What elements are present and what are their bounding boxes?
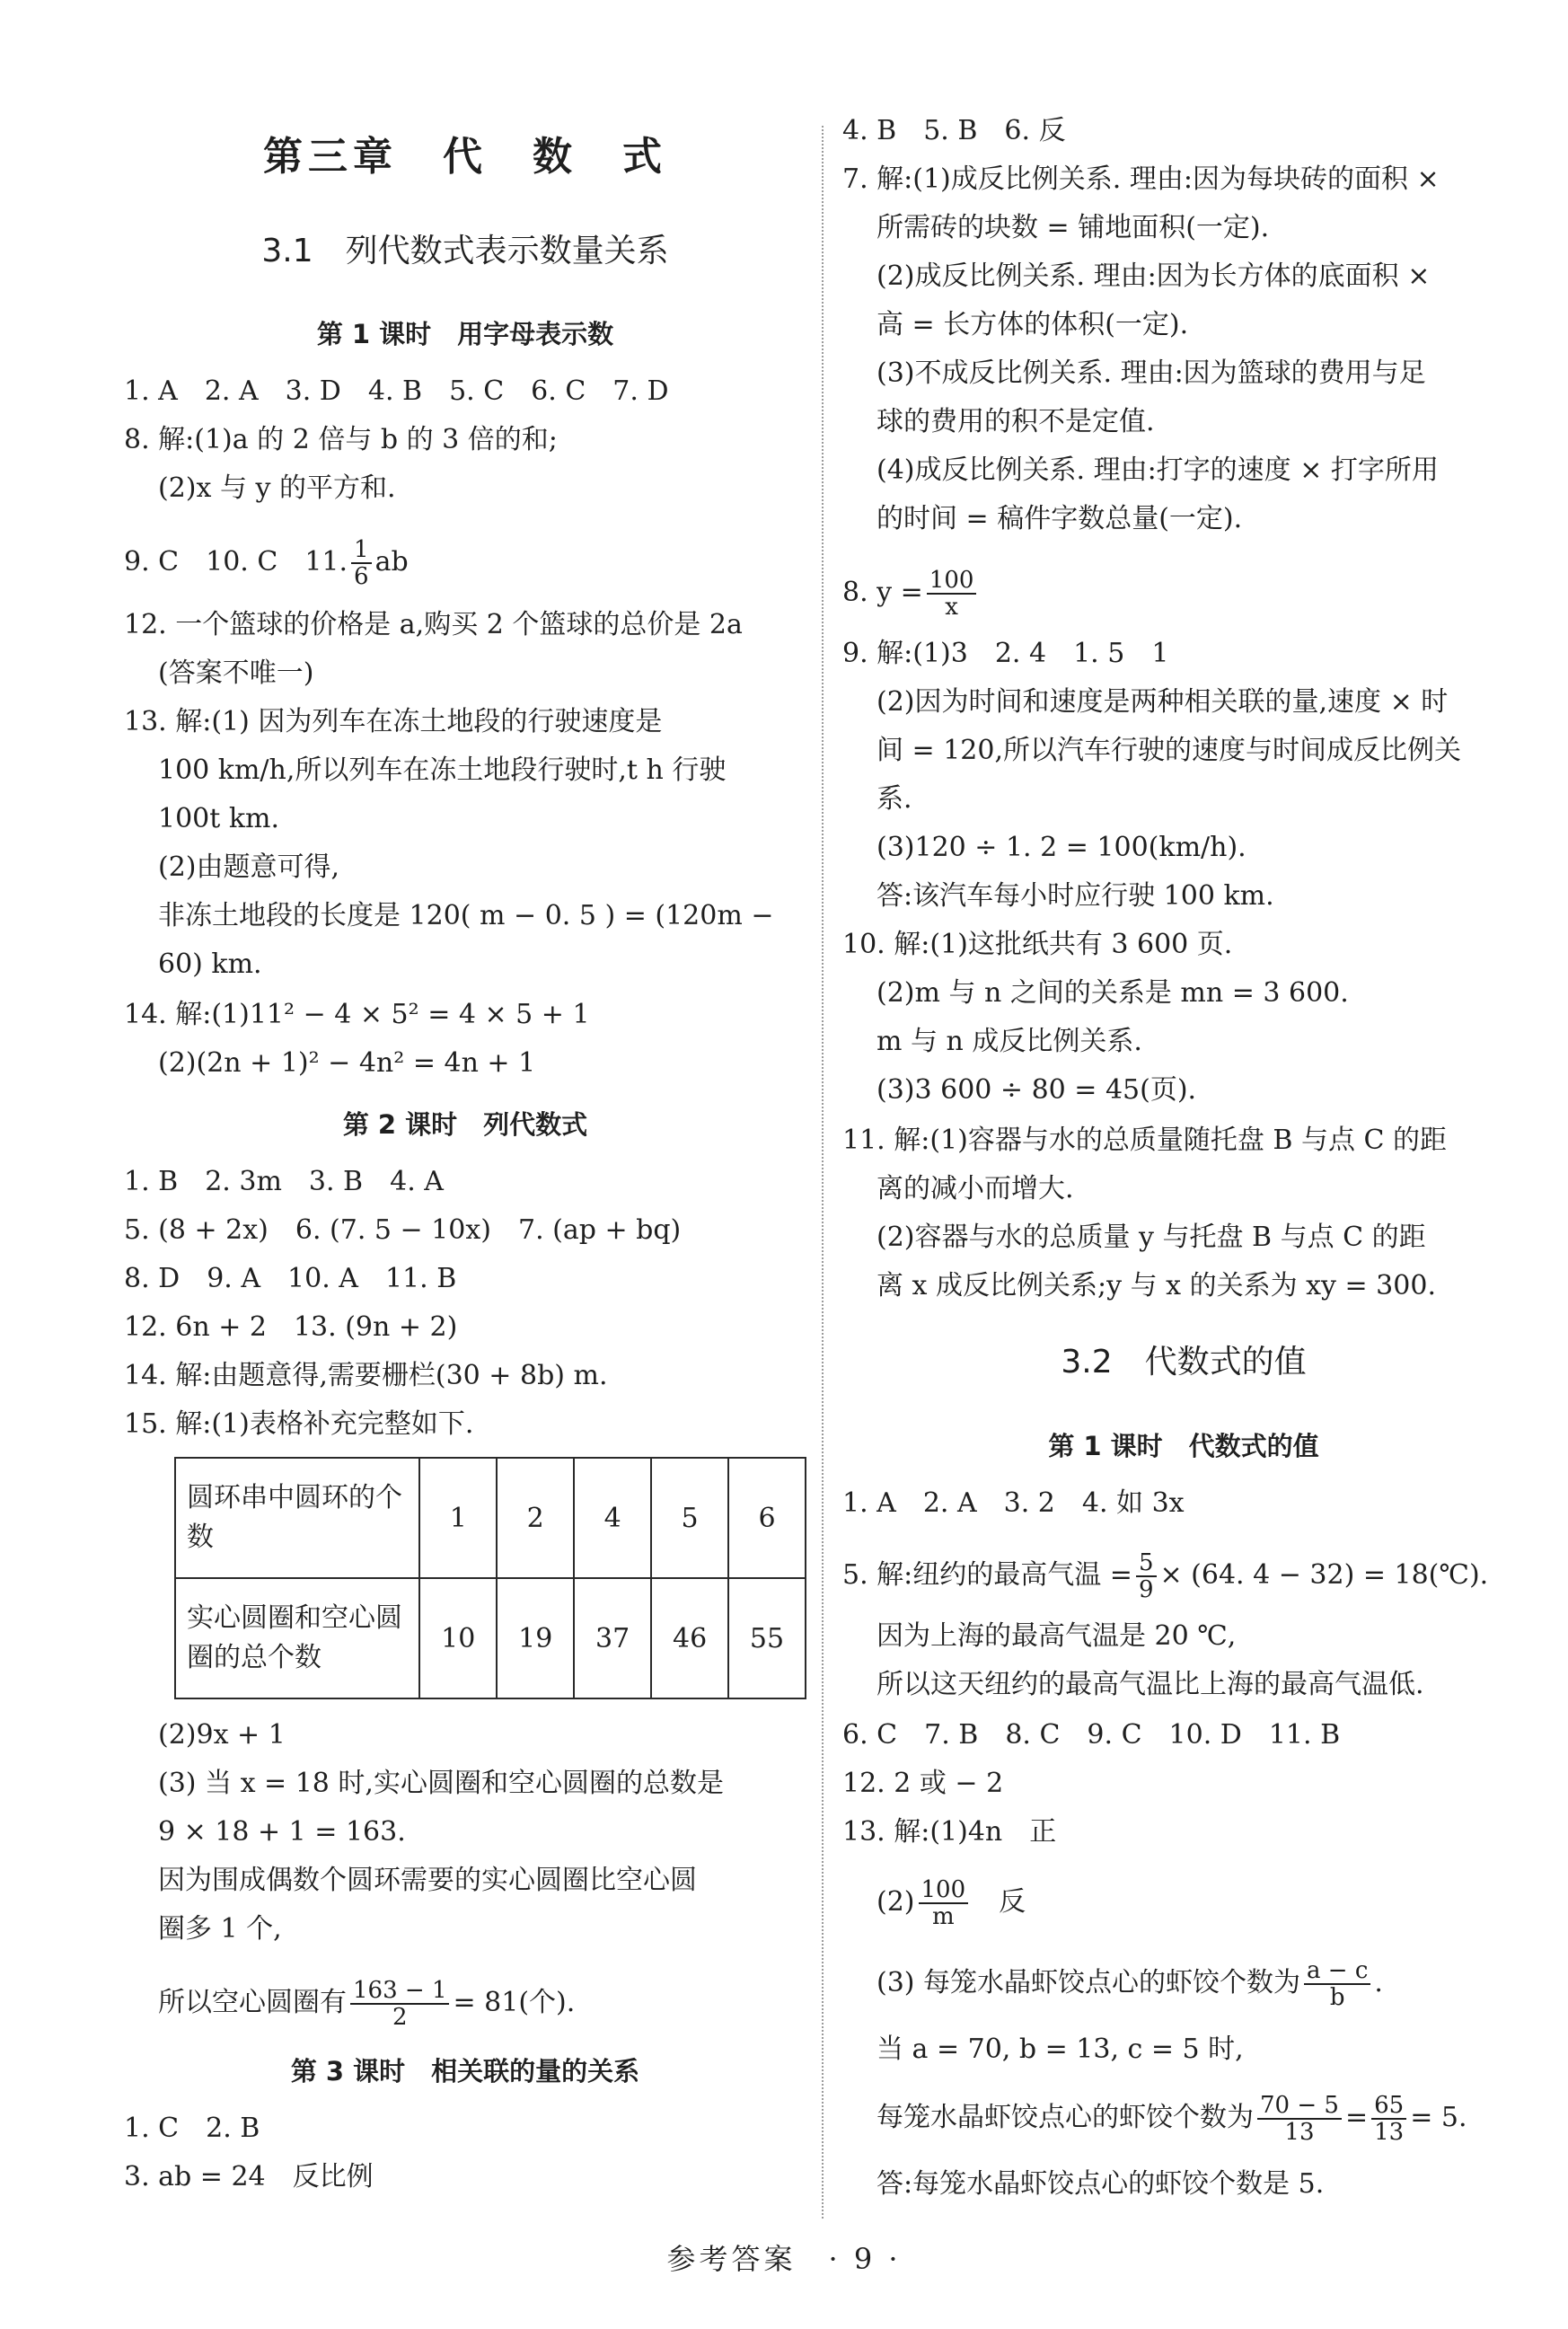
answer-line: 因为围成偶数个圆环需要的实心圆圈比空心圆 (158, 1865, 697, 1896)
answer-line: 每笼水晶虾饺点心的虾饺个数为 $\frac{70 - 5}{13}$ = $\frac{65}{13}$ = 5. (876, 2092, 1467, 2146)
chapter-title: 第三章 代 数 式 (263, 134, 667, 180)
table-cell: 4 (574, 1458, 651, 1578)
fraction: $\frac{100}{m}$ (919, 1877, 969, 1929)
answer-line: (2) $\frac{100}{m}$ 反 (876, 1876, 1026, 1930)
page-footer: 参考答案 · 9 · (666, 2242, 902, 2276)
answer-line: 球的费用的积不是定值. (876, 406, 1155, 437)
answer-line: 离 x 成反比例关系;y 与 x 的关系为 xy = 300. (876, 1270, 1436, 1301)
answer-line: 所以空心圆圈有 $\frac{163 - 1}{2}$ = 81(个). (158, 1977, 576, 2031)
answer-line: 3. ab = 24 反比例 (124, 2161, 374, 2192)
answer-line: (4)成反比例关系. 理由:打字的速度 × 打字所用 (876, 454, 1439, 486)
answer-line: (2)m 与 n 之间的关系是 mn = 3 600. (876, 977, 1349, 1009)
answer-line: (2)9x + 1 (158, 1719, 286, 1751)
answer-line: 12. 2 或 − 2 (842, 1768, 1004, 1799)
answer-line: 的时间 = 稿件字数总量(一定). (876, 503, 1243, 534)
answer-line: 13. 解:(1)4n 正 (842, 1816, 1057, 1848)
lesson-1-title: 第 1 课时 用字母表示数 (316, 319, 614, 349)
fraction: $\frac{65}{13}$ (1371, 2093, 1406, 2145)
answer-line: 1. C 2. B (124, 2113, 260, 2144)
answer-line: 8. 解:(1)a 的 2 倍与 b 的 3 倍的和; (124, 424, 558, 455)
answer-line: 8. y = $\frac{100}{x}$ (842, 568, 980, 620)
answer-line: 间 = 120,所以汽车行驶的速度与时间成反比例关 (876, 735, 1462, 766)
fraction: $\frac{100}{x}$ (927, 568, 977, 620)
table-cell: 37 (574, 1578, 651, 1698)
table-row (175, 1578, 806, 1698)
answer-line: 系. (876, 783, 912, 815)
answer-line: 圈多 1 个, (158, 1913, 282, 1945)
lesson-1-title-3-2: 第 1 课时 代数式的值 (1048, 1431, 1319, 1461)
lesson-2-title: 第 2 课时 列代数式 (342, 1109, 588, 1140)
table-cell: 10 (419, 1578, 497, 1698)
answer-line: 9. C 10. C 11. $\frac{1}{6}$ ab (124, 536, 409, 590)
answer-line: m 与 n 成反比例关系. (876, 1026, 1142, 1057)
table-cell: 2 (497, 1458, 574, 1578)
answer-line: 60) km. (158, 948, 262, 980)
answer-line: 高 = 长方体的体积(一定). (876, 309, 1189, 340)
column-divider (822, 126, 824, 2219)
answer-line: 12. 一个篮球的价格是 a,购买 2 个篮球的总价是 2a (124, 609, 743, 640)
table-cell: 6 (728, 1458, 806, 1578)
answer-line: 1. B 2. 3m 3. B 4. A (124, 1166, 444, 1197)
answer-line: 14. 解:(1)11² − 4 × 5² = 4 × 5 + 1 (124, 999, 590, 1030)
lesson-3-title: 第 3 课时 相关联的量的关系 (290, 2056, 640, 2086)
answer-line: 答:每笼水晶虾饺点心的虾饺个数是 5. (876, 2168, 1325, 2200)
answer-line: (2)由题意可得, (158, 851, 340, 883)
answer-line: 所需砖的块数 = 铺地面积(一定). (876, 212, 1270, 243)
answer-line: 11. 解:(1)容器与水的总质量随托盘 B 与点 C 的距 (842, 1125, 1447, 1156)
section-title-3-2: 3.2 代数式的值 (1061, 1344, 1307, 1381)
answer-line: 14. 解:由题意得,需要栅栏(30 + 8b) m. (124, 1360, 608, 1391)
answer-line: (2)成反比例关系. 理由:因为长方体的底面积 × (876, 260, 1431, 292)
answer-line: (2)(2n + 1)² − 4n² = 4n + 1 (158, 1047, 536, 1079)
answer-line: (3)不成反比例关系. 理由:因为篮球的费用与足 (876, 357, 1426, 389)
table-row-header: 实心圆圈和空心圆圈的总个数 (175, 1578, 419, 1698)
answer-line: 当 a = 70, b = 13, c = 5 时, (876, 2033, 1244, 2065)
answer-line: (2)容器与水的总质量 y 与托盘 B 与点 C 的距 (876, 1222, 1426, 1253)
answer-line: 所以这天纽约的最高气温比上海的最高气温低. (876, 1669, 1424, 1700)
table-cell: 1 (419, 1458, 497, 1578)
answer-line: 15. 解:(1)表格补充完整如下. (124, 1408, 474, 1440)
fraction: $\frac{a - c}{b}$ (1304, 1958, 1370, 2010)
answer-line: 9 × 18 + 1 = 163. (158, 1816, 406, 1848)
table-row (175, 1458, 806, 1578)
answer-line: 答:该汽车每小时应行驶 100 km. (876, 880, 1274, 912)
answer-line: 5. (8 + 2x) 6. (7. 5 − 10x) 7. (ap + bq) (124, 1214, 682, 1246)
answer-line: 12. 6n + 2 13. (9n + 2) (124, 1311, 458, 1343)
answer-line: 10. 解:(1)这批纸共有 3 600 页. (842, 929, 1233, 960)
answer-line: 100t km. (158, 803, 280, 834)
table-cell: 55 (728, 1578, 806, 1698)
table-cell: 19 (497, 1578, 574, 1698)
answer-line: 1. A 2. A 3. 2 4. 如 3x (842, 1487, 1185, 1519)
answer-line: (答案不唯一) (158, 657, 314, 689)
answer-line: (2)因为时间和速度是两种相关联的量,速度 × 时 (876, 686, 1449, 718)
fraction: $\frac{5}{9}$ (1136, 1550, 1157, 1602)
answer-line: 6. C 7. B 8. C 9. C 10. D 11. B (842, 1719, 1341, 1751)
answer-line: 7. 解:(1)成反比例关系. 理由:因为每块砖的面积 × (842, 163, 1440, 195)
answer-line: 13. 解:(1) 因为列车在冻土地段的行驶速度是 (124, 706, 663, 737)
answer-line: 100 km/h,所以列车在冻土地段行驶时,t h 行驶 (158, 754, 727, 786)
answer-line: 4. B 5. B 6. 反 (842, 115, 1066, 146)
answer-line: 1. A 2. A 3. D 4. B 5. C 6. C 7. D (124, 375, 669, 407)
table-cell: 5 (651, 1458, 728, 1578)
answer-line: (3) 当 x = 18 时,实心圆圈和空心圆圈的总数是 (158, 1768, 724, 1799)
fraction: $\frac{163 - 1}{2}$ (350, 1978, 449, 2030)
answer-line: 9. 解:(1)3 2. 4 1. 5 1 (842, 638, 1169, 669)
answer-line: 8. D 9. A 10. A 11. B (124, 1263, 457, 1294)
table-cell: 46 (651, 1578, 728, 1698)
answer-line: 因为上海的最高气温是 20 ℃, (876, 1620, 1237, 1652)
answer-line: (3) 每笼水晶虾饺点心的虾饺个数为 $\frac{a - c}{b}$ . (876, 1957, 1383, 2011)
section-title-3-1: 3.1 列代数式表示数量关系 (261, 233, 669, 269)
answer-line: (3)3 600 ÷ 80 = 45(页). (876, 1074, 1197, 1106)
answer-line: (2)x 与 y 的平方和. (158, 472, 396, 504)
table-row-header: 圆环串中圆环的个数 (175, 1458, 419, 1578)
answer-line: 离的减小而增大. (876, 1173, 1074, 1204)
fraction: $\frac{70 - 5}{13}$ (1257, 2093, 1342, 2145)
answer-table (174, 1457, 806, 1699)
answer-line: 非冻土地段的长度是 120( m − 0. 5 ) = (120m − (158, 900, 774, 931)
answer-line: 5. 解:纽约的最高气温 = $\frac{5}{9}$ × (64. 4 − 32) = 18(℃). (842, 1549, 1489, 1603)
fraction: $\frac{1}{6}$ (351, 537, 372, 589)
answer-line: (3)120 ÷ 1. 2 = 100(km/h). (876, 832, 1246, 863)
